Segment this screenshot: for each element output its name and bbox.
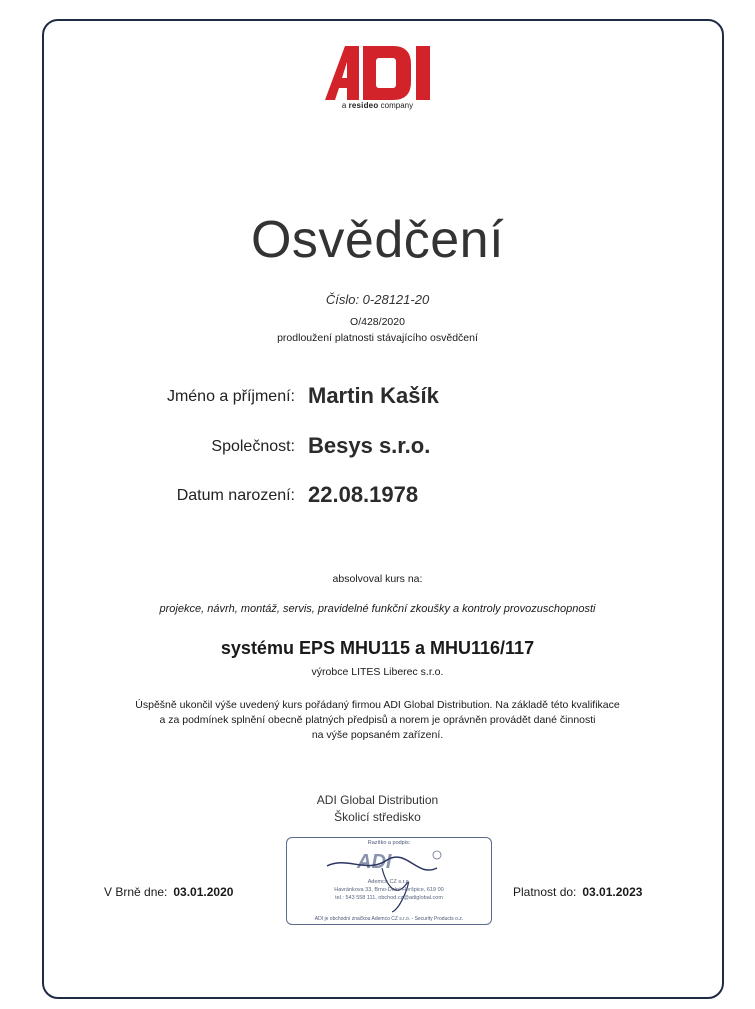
certificate-title: Osvědčení [250, 211, 505, 269]
system-name: systému EPS MHU115 a MHU116/117 [220, 638, 535, 658]
stamp-footer: ADI je obchodní značkou Ademco CZ s.r.o. - Security Products o.z. [314, 916, 464, 922]
certificate-number: Číslo: 0-28121-20 [325, 292, 430, 307]
qualification-paragraph: Úspěšně ukončil výše uvedený kurs pořádaný firmou ADI Global Distribution. Na základě této kvalifikace a za podmínek splnění obecně platných předpisů a norem je oprávněn provádět dané činnosti na výše popsaném zařízení. [135, 699, 620, 741]
stamp-and-signature [286, 837, 492, 925]
field-company [0, 431, 755, 461]
valid-until: Platnost do: 03.01.2023 [513, 885, 643, 899]
field-value: Martin Kašík [308, 383, 439, 408]
course-scope: projekce, návrh, montáž, servis, pravidelné funkční zkoušky a kontroly provozuschopnosti [159, 603, 596, 615]
stamp-caption: Razítko a podpis: [367, 840, 411, 846]
stamp-company-info: Ademco CZ s.r.o. Havránkova 33, Brno-Dolní Heršpice, 619 00 tel.: 543 558 111, obchod.cz@adiglobal.com [334, 879, 444, 901]
issue-date: V Brně dne: 03.01.2020 [104, 885, 234, 899]
manufacturer: výrobce LITES Liberec s.r.o. [311, 666, 444, 678]
issuing-organization: ADI Global Distribution Školicí středisko [316, 793, 439, 824]
svg-text:ADI: ADI [357, 851, 392, 873]
field-label: Jméno a příjmení: [166, 388, 295, 405]
field-value: Besys s.r.o. [308, 433, 431, 458]
field-value: 22.08.1978 [308, 482, 419, 507]
field-label: Datum narození: [176, 487, 295, 504]
logo-tagline: a resideo company [341, 101, 414, 110]
field-birthdate [0, 480, 755, 510]
field-name [0, 381, 755, 411]
field-label: Společnost: [211, 438, 295, 455]
completed-label: absolvoval kurs na: [332, 573, 423, 585]
prolongation-note: prodloužení platnosti stávajícího osvědčení [277, 332, 478, 344]
reference-number: O/428/2020 [350, 316, 405, 328]
